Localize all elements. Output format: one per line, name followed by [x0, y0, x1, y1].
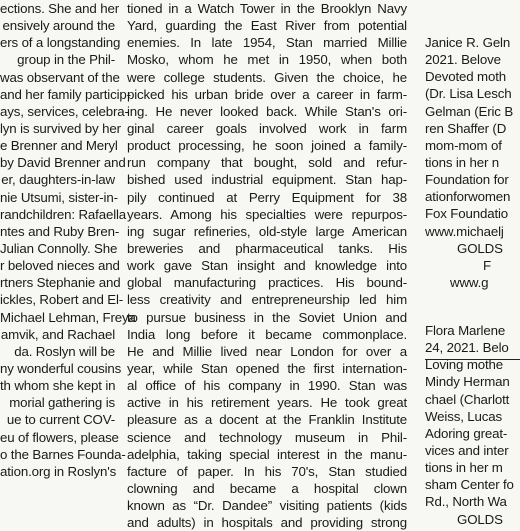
text-line: ensively around the [2, 18, 115, 34]
text-line: India long before it became commonplace. [127, 326, 407, 342]
text-line: tions in her n [425, 154, 500, 170]
text-line: Flora Marlene [425, 323, 506, 338]
text-line: Julian Connolly. She [0, 240, 118, 256]
funeral-home-name: GOLDS [457, 240, 503, 256]
text-line: Weiss, Lucas [425, 408, 503, 424]
text-line: Loving mothe [425, 357, 504, 373]
funeral-home-name: GOLDS [457, 511, 503, 527]
text-line: ginal career goals involved work in farm [127, 120, 407, 136]
text-line: ers of a longstanding [0, 35, 121, 51]
text-line: ny wonderful cousins [0, 360, 122, 376]
text-line: active in his retirement years. He took great [127, 395, 407, 411]
text-line: clowning and became a hospital clown [127, 480, 407, 496]
obituary-column-middle [127, 0, 407, 531]
text-line: rtners Stephanie and [0, 275, 121, 291]
text-line: Mindy Herman [425, 374, 510, 390]
text-line: and adults) in hospitals and providing strong [127, 515, 407, 531]
text-line: Mosko, whom he met in 1950, when both [127, 52, 407, 68]
text-line: ing sugar refineries, old-style large American [127, 223, 407, 239]
text-line: ays, services, celebra- [0, 103, 129, 119]
text-line: amvik, and Rachael [0, 326, 115, 342]
text-line: ntes and Ruby Bren- [0, 223, 120, 239]
text-line: al office of his company in 1990. Stan was [127, 378, 407, 394]
text-line: were college students. Given the choice, he [127, 69, 407, 85]
text-line: Foundation for [425, 172, 509, 188]
text-line: tioned in a Watch Tower in the Brooklyn Navy [127, 1, 407, 16]
text-line: breweries and pharmaceutical tanks. His [127, 240, 407, 256]
text-line: er, daughters-in-law [1, 172, 115, 188]
text-line: vices and inter [425, 442, 509, 458]
text-line: r beloved nieces and [0, 258, 120, 274]
text-line: ing. He never looked back. While Stan's ori- [127, 103, 407, 119]
text-line: (Dr. Lisa Lesch [425, 86, 512, 102]
text-line: F [483, 257, 491, 273]
text-line: Gelman (Eric B [425, 103, 514, 119]
text-line: morial gathering is [9, 395, 115, 411]
text-line: product processing, he soon joined a family- [127, 138, 407, 154]
text-line: bished used industrial equipment. Stan hap- [127, 172, 407, 188]
obituary-column-right-top [425, 34, 512, 291]
obituary-column-left [0, 0, 136, 480]
text-line: run company that bought, sold and refur- [127, 155, 407, 171]
text-line: da. Roslyn will be [14, 343, 115, 359]
text-line: adelphia, taking special interest in the manu- [127, 446, 407, 462]
text-line: facture of paper. In his 70's, Stan studied [127, 463, 407, 479]
obituary-column-right-bottom [425, 322, 512, 528]
text-line: group in the Phil- [17, 52, 115, 68]
text-line: lyn is survived by her [0, 120, 121, 136]
text-line: ections. She and her [0, 1, 119, 16]
text-line: Fox Foundatio [425, 206, 509, 222]
text-line: less creativity and entrepreneurship led him [127, 292, 407, 308]
funeral-home-website: www.g [450, 274, 489, 290]
text-line: global manufacturing practices. His bound- [127, 275, 407, 291]
text-line: year, while Stan opened the first internation- [127, 360, 407, 376]
text-line: www.michaelj [425, 223, 504, 239]
text-line: mom-mom of [425, 137, 502, 153]
text-line: work gave Stan insight and knowledge into [127, 258, 407, 274]
text-line: eu of flowers, please [0, 429, 119, 445]
text-line: 2021. Belove [425, 52, 501, 68]
text-line: enemies. In late 1954, Stan married Millie [127, 35, 407, 51]
text-line: picked his urban bride over a career in farm- [127, 86, 407, 102]
text-line: Devoted moth [425, 69, 506, 85]
text-line: by David Brenner and [0, 155, 126, 171]
text-line: Yard, guarding the East River from potential [127, 18, 407, 34]
text-line: nie Utsumi, sister-in- [0, 189, 118, 205]
text-line: Michael Lehman, Freya [0, 309, 136, 325]
text-line: th whom she kept in [0, 378, 116, 394]
text-line: 24, 2021. Belo [425, 340, 509, 356]
text-line: Janice R. Geln [425, 35, 511, 50]
text-line: Adoring great- [425, 425, 508, 441]
text-line: ren Shaffer (D [425, 120, 507, 136]
text-line: e Brenner and Meryl [0, 138, 118, 154]
text-line: chael (Charlott [425, 391, 510, 407]
text-line: pily continued at Perry Equipment for 38 [127, 189, 407, 205]
text-line: Rd., North Wa [425, 494, 507, 510]
text-line: ue to current COV- [6, 412, 115, 428]
text-line: o the Barnes Founda- [0, 446, 126, 462]
text-line: science and technology museum in Phil- [127, 429, 407, 445]
text-line: known as “Dr. Dandee” visiting patients (kids [127, 498, 407, 514]
text-line: randchildren: Rafaella [0, 206, 127, 222]
text-line: ation.org in Roslyn's [0, 463, 117, 479]
text-line: and her family particip- [0, 86, 131, 102]
text-line: to pursue business in the Soviet Union and [127, 309, 407, 325]
text-line: tions in her m [425, 460, 503, 476]
text-line: He and Millie lived near London for over a [127, 343, 407, 359]
text-line: pleasure as a docent at the Franklin Institute [127, 412, 407, 428]
text-line: sham Center fo [425, 477, 514, 493]
text-line: ickles, Robert and El- [0, 292, 124, 308]
text-line: ationforwomen [425, 189, 511, 205]
text-line: years. Among his specialties were repurpos- [127, 206, 407, 222]
text-line: was observant of the [0, 69, 120, 85]
